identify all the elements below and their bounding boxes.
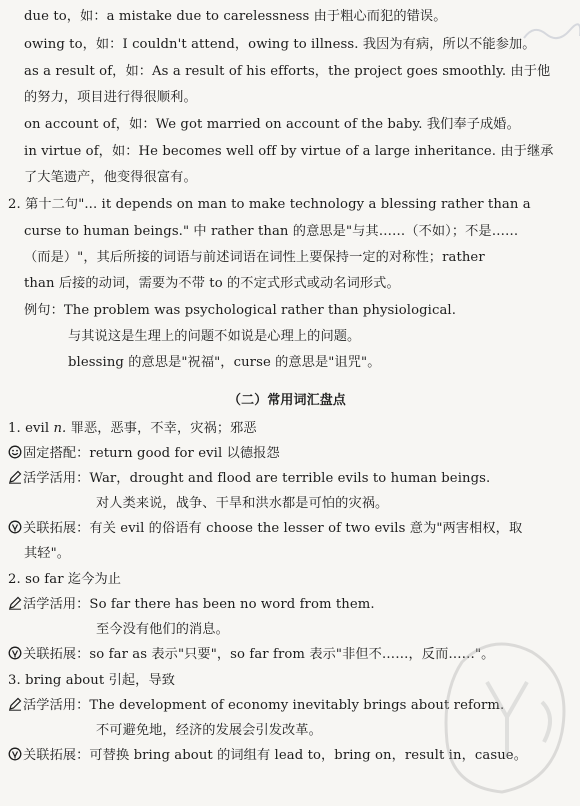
- line-on-account-of: on account of，如：We got married on account of the baby. 我们奉子成婚。: [24, 117, 520, 132]
- vocab-evil-usage: 活学活用：War，drought and flood are terrible evils to human beings.: [23, 471, 491, 486]
- vocab-item-bring-about: 3. bring about 引起，导致: [8, 673, 176, 688]
- vocab-sofar-ext-row: [8, 646, 494, 664]
- section-heading: （二）常用词汇盘点: [228, 393, 346, 408]
- pen-icon: [8, 470, 22, 484]
- link-icon: [8, 646, 22, 660]
- vocab-evil-usage-row: [8, 470, 490, 488]
- line-in-virtue-of-cont: 了大笔遗产，他变得很富有。: [24, 170, 197, 185]
- link-icon: [8, 520, 22, 534]
- vocab-bringabout-usage-row: [8, 697, 504, 715]
- vocab-sofar-usage-cn: 至今没有他们的消息。: [96, 622, 229, 637]
- pen-icon: [8, 596, 22, 610]
- line-sentence12: 2. 第十二句"... it depends on man to make technology a blessing rather than a: [8, 197, 531, 212]
- vocab-bringabout-usage: 活学活用：The development of economy inevitably brings about reform.: [23, 698, 505, 713]
- vocab-bringabout-usage-cn: 不可避免地，经济的发展会引发改革。: [96, 723, 322, 738]
- vocab-evil-ext: 关联拓展：有关 evil 的俗语有 choose the lesser of two evils 意为"两害相权，取: [23, 521, 523, 536]
- pen-icon: [8, 697, 22, 711]
- watermark-seal: [432, 622, 580, 802]
- vocab-evil-fixed: 固定搭配：return good for evil 以德报怨: [23, 446, 280, 461]
- line-sentence12-cont1: curse to human beings." 中 rather than 的意思是"与其……（不如）；不是……: [24, 224, 519, 239]
- vocab-evil-pos: n.: [53, 421, 67, 436]
- line-sentence12-cont2: （而是）"，其后所接的词语与前述词语在词性上要保持一定的对称性；rather: [24, 250, 485, 265]
- line-as-a-result-of-cont: 的努力，项目进行得很顺利。: [24, 90, 197, 105]
- vocab-evil-ext-cont: 其轻"。: [24, 546, 71, 561]
- smiley-icon: [8, 445, 22, 459]
- vocab-bringabout-ext: 关联拓展：可替换 bring about 的词组有 lead to，bring on，result in，casue。: [23, 748, 527, 763]
- line-example: 例句：The problem was psychological rather than physiological.: [24, 303, 457, 318]
- vocab-sofar-usage: 活学活用：So far there has been no word from them.: [23, 597, 375, 612]
- vocab-evil-fixed-row: [8, 445, 280, 463]
- line-blessing-curse: blessing 的意思是"祝福"，curse 的意思是"诅咒"。: [68, 355, 381, 370]
- vocab-sofar-usage-row: [8, 596, 375, 614]
- vocab-evil-title: 1. evil: [8, 421, 50, 436]
- vocab-item-so-far: 2. so far 迄今为止: [8, 572, 122, 587]
- line-sentence12-cont3: than 后接的动词，需要为不带 to 的不定式形式或动名词形式。: [24, 276, 400, 291]
- vocab-evil-ext-row: [8, 520, 522, 538]
- vocab-sofar-ext: 关联拓展：so far as 表示"只要"，so far from 表示"非但不……，反而……"。: [23, 647, 495, 662]
- vocab-item-evil: [8, 420, 257, 438]
- vocab-evil-def: 罪恶，恶事，不幸，灾祸；邪恶: [70, 421, 257, 436]
- line-owing-to: owing to，如：I couldn't attend，owing to illness. 我因为有病，所以不能参加。: [24, 37, 536, 52]
- line-example-cn: 与其说这是生理上的问题不如说是心理上的问题。: [68, 329, 361, 344]
- watermark-top-right: [520, 18, 580, 46]
- line-due-to: due to，如：a mistake due to carelessness 由于粗心而犯的错误。: [24, 9, 447, 24]
- line-in-virtue-of: in virtue of，如：He becomes well off by virtue of a large inheritance. 由于继承: [24, 144, 554, 159]
- link-icon: [8, 747, 22, 761]
- vocab-evil-usage-cn: 对人类来说，战争、干旱和洪水都是可怕的灾祸。: [96, 496, 389, 511]
- line-as-a-result-of: as a result of，如：As a result of his efforts，the project goes smoothly. 由于他: [24, 64, 551, 79]
